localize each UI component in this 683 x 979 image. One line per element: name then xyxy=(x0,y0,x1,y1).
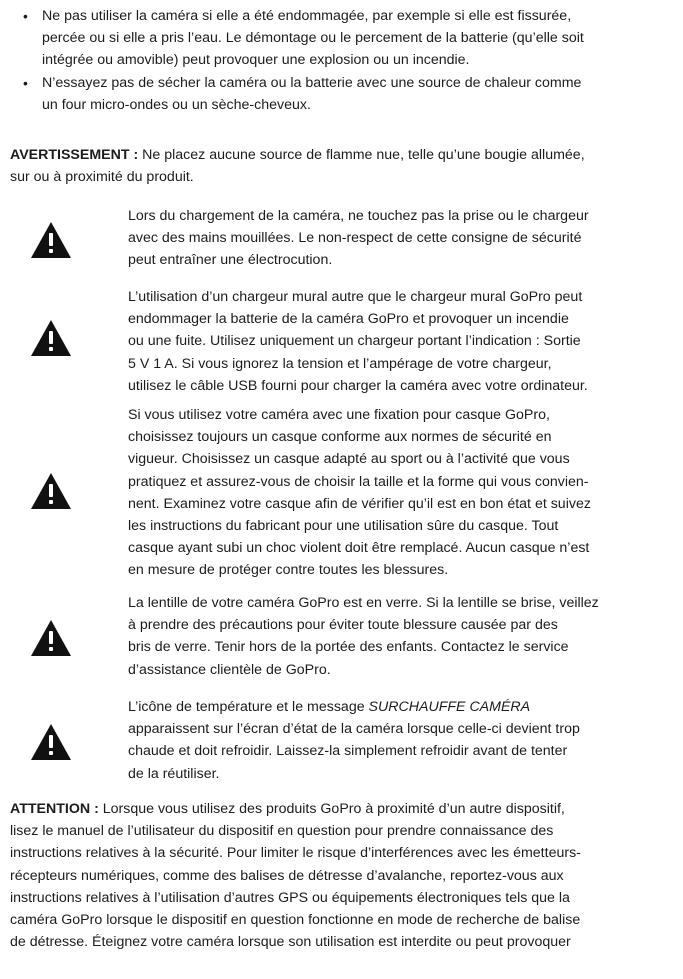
attention-label: ATTENTION : xyxy=(10,801,99,817)
bullet-line: percée ou si elle a pris l’eau. Le démontage ou le percement de la batterie (qu’elle soit xyxy=(42,30,584,47)
bullet-item xyxy=(10,5,670,72)
warning-text: Si vous utilisez votre caméra avec une fixation pour casque GoPro, choisissez toujours un casque conforme aux normes de sécurité en vigueur. Choisissez un casque adapté au sport ou à l’activité que vous pratiquez et assurez-vous de choisir la taille et la forme qui vous convien- nent. Examinez votre casque afin de vérifier qu’il est en bon état et suivez les instructions du fabricant pour une utilisation sûre du casque. Tout casque ayant subi un choc violent doit être remplacé. Aucun casque n’est en mesure de protéger contre toutes les blessures. xyxy=(128,407,591,579)
warning-text: La lentille de votre caméra GoPro est en verre. Si la lentille se brise, veillez à prendre des précautions pour éviter toute blessure causée par des bris de verre. Tenir hors de la portée des enfants. Contactez le service d’assistance clientèle de GoPro. xyxy=(128,595,599,678)
bullet-line: N’essayez pas de sécher la caméra ou la batterie avec une source de chaleur comme xyxy=(42,75,582,91)
warning-triangle-icon xyxy=(30,319,72,357)
attention-paragraph: ATTENTION : Lorsque vous utilisez des produits GoPro à proximité d’un autre dispositif, lisez le manuel de l’utilisateur du dispositif en question pour prendre connaissance des instructions relatives à la sécurité. Pour limiter le risque d’interférences avec les émetteurs- récepteurs numériques, comme des balises de détresse d’avalanche, reportez-vous aux instructions relatives à l’utilisation d’autres GPS ou équipements électroniques tels que la caméra GoPro lorsque le dispositif en question fonctionne en mode de recherche de balise de détresse. Éteignez votre caméra lorsque son utilisation est interdite ou peut provoquer xyxy=(10,801,581,951)
bullet-dot: • xyxy=(23,75,28,91)
avertissement-paragraph xyxy=(10,144,670,188)
warning-triangle-icon xyxy=(30,221,72,259)
warning-triangle-icon xyxy=(30,472,72,510)
bullet-line: Ne pas utiliser la caméra si elle a été endommagée, par exemple si elle est fissurée, xyxy=(42,8,572,24)
avertissement-label: AVERTISSEMENT : xyxy=(10,147,139,163)
avertissement-line: sur ou à proximité du produit. xyxy=(10,169,194,186)
bullet-list xyxy=(10,5,670,116)
warning-triangle-icon xyxy=(30,619,72,657)
bullet-line: intégrée ou amovible) peut provoquer une explosion ou un incendie. xyxy=(42,52,470,69)
surchauffe-camera-message: SURCHAUFFE CAMÉRA xyxy=(368,699,531,715)
warning-text: L’icône de température et le message SURCHAUFFE CAMÉRA apparaissent sur l’écran d’état de la caméra lorsque celle-ci devient trop chaude et doit refroidir. Laissez-la simplement refroidir avant de tenter de la réutiliser. xyxy=(128,699,580,782)
warning-text: Lors du chargement de la caméra, ne touchez pas la prise ou le chargeur avec des mains mouillées. Le non-respect de cette consigne de sécurité peut entraîner une électrocution. xyxy=(128,208,589,269)
warning-triangle-icon xyxy=(30,723,72,761)
bullet-item xyxy=(10,72,670,116)
bullet-line: un four micro-ondes ou un sèche-cheveux. xyxy=(42,97,311,114)
bullet-dot: • xyxy=(23,8,28,24)
avertissement-line: Ne placez aucune source de flamme nue, telle qu’une bougie allumée, xyxy=(138,147,585,163)
warning-text: L’utilisation d’un chargeur mural autre que le chargeur mural GoPro peut endommager la batterie de la caméra GoPro et provoquer un incendie ou une fuite. Utilisez uniquement un chargeur portant l’indication : Sortie 5 V 1 A. Si vous ignorez la tension et l’ampérage de votre chargeur, utilisez le câble USB fourni pour charger la caméra avec votre ordinateur. xyxy=(128,289,588,394)
